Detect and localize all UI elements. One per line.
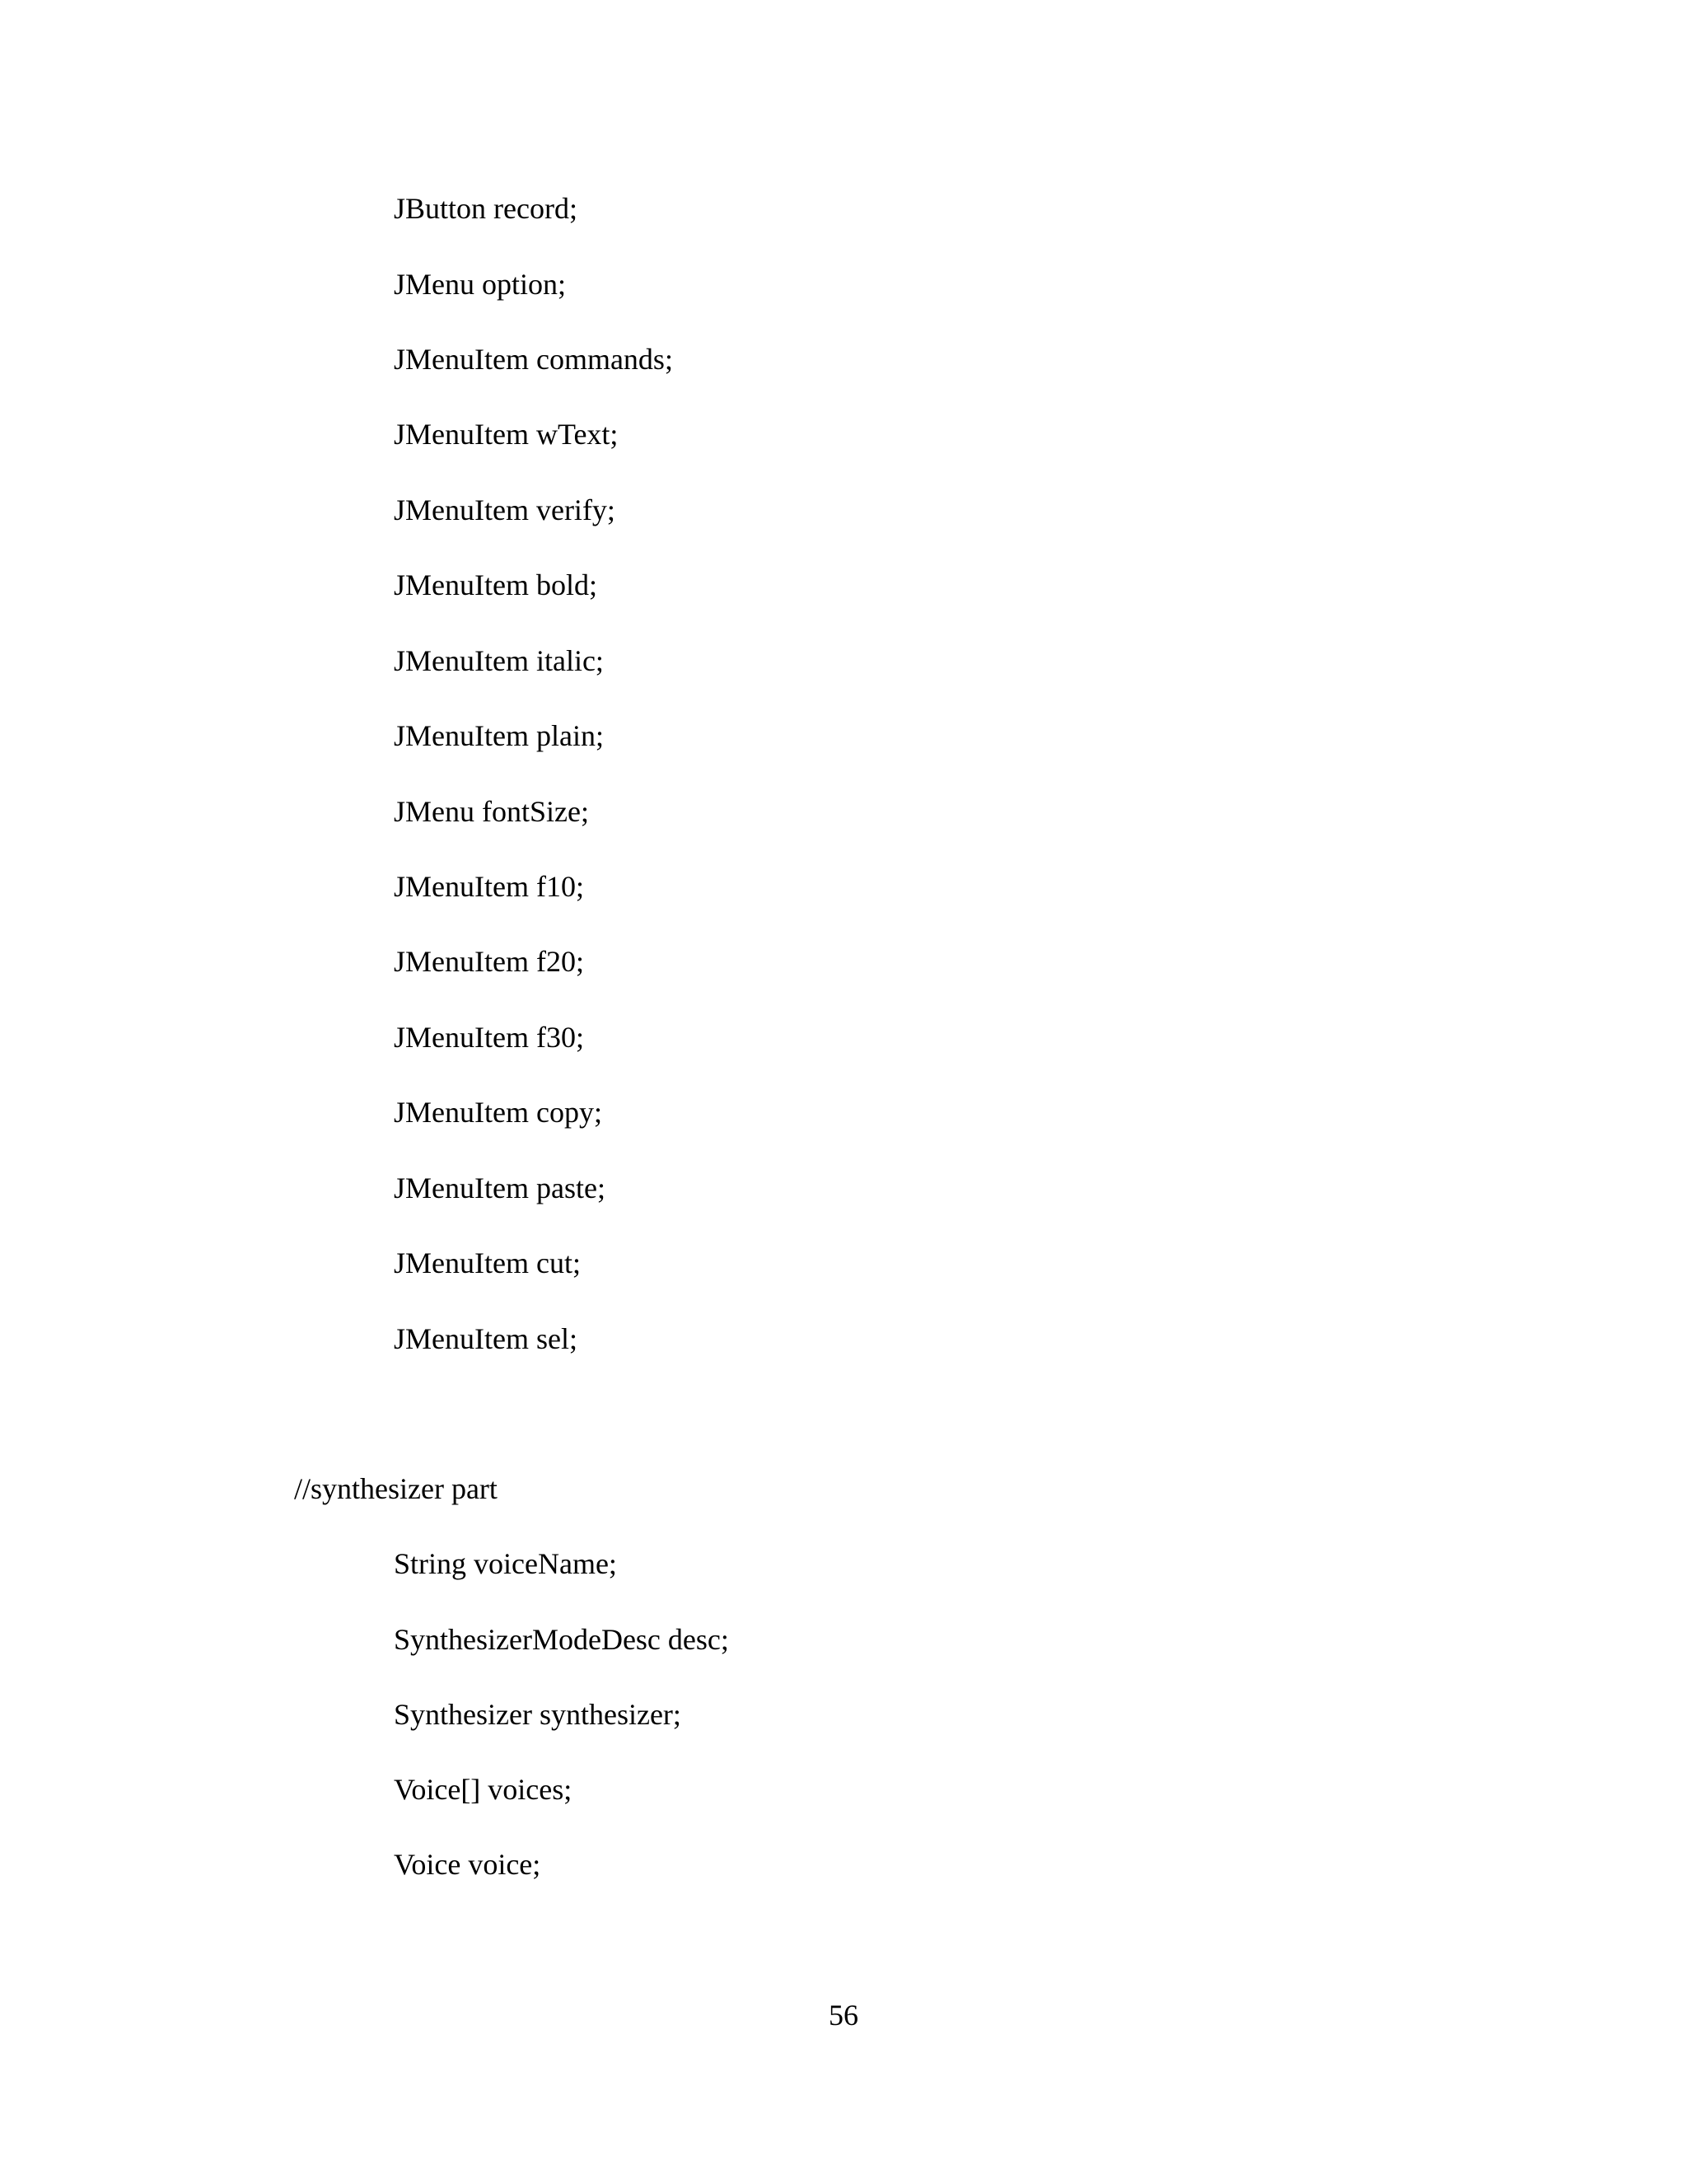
code-line: String voiceName; [394, 1547, 617, 1580]
code-line: JMenuItem copy; [394, 1096, 602, 1129]
code-line: JMenu option; [394, 268, 567, 301]
code-line: Voice[] voices; [394, 1773, 572, 1806]
code-line: JMenuItem sel; [394, 1322, 577, 1355]
code-line: SynthesizerModeDesc desc; [394, 1623, 729, 1656]
code-line: JButton record; [394, 192, 577, 225]
code-line: JMenuItem italic; [394, 644, 604, 677]
page-number: 56 [829, 1999, 858, 2032]
code-line: JMenuItem commands; [394, 343, 673, 376]
code-line: Synthesizer synthesizer; [394, 1698, 681, 1731]
code-line: JMenuItem f30; [394, 1021, 584, 1054]
code-line: JMenuItem f10; [394, 870, 584, 903]
code-line: JMenu fontSize; [394, 795, 589, 828]
code-line: JMenuItem paste; [394, 1172, 605, 1204]
code-line: JMenuItem f20; [394, 945, 584, 978]
code-line: JMenuItem bold; [394, 568, 597, 601]
code-line: JMenuItem wText; [394, 418, 619, 451]
code-line: JMenuItem plain; [394, 719, 604, 752]
code-line: JMenuItem verify; [394, 493, 615, 526]
code-line: Voice voice; [394, 1848, 541, 1881]
section-comment: //synthesizer part [294, 1472, 498, 1505]
code-line: JMenuItem cut; [394, 1246, 581, 1279]
